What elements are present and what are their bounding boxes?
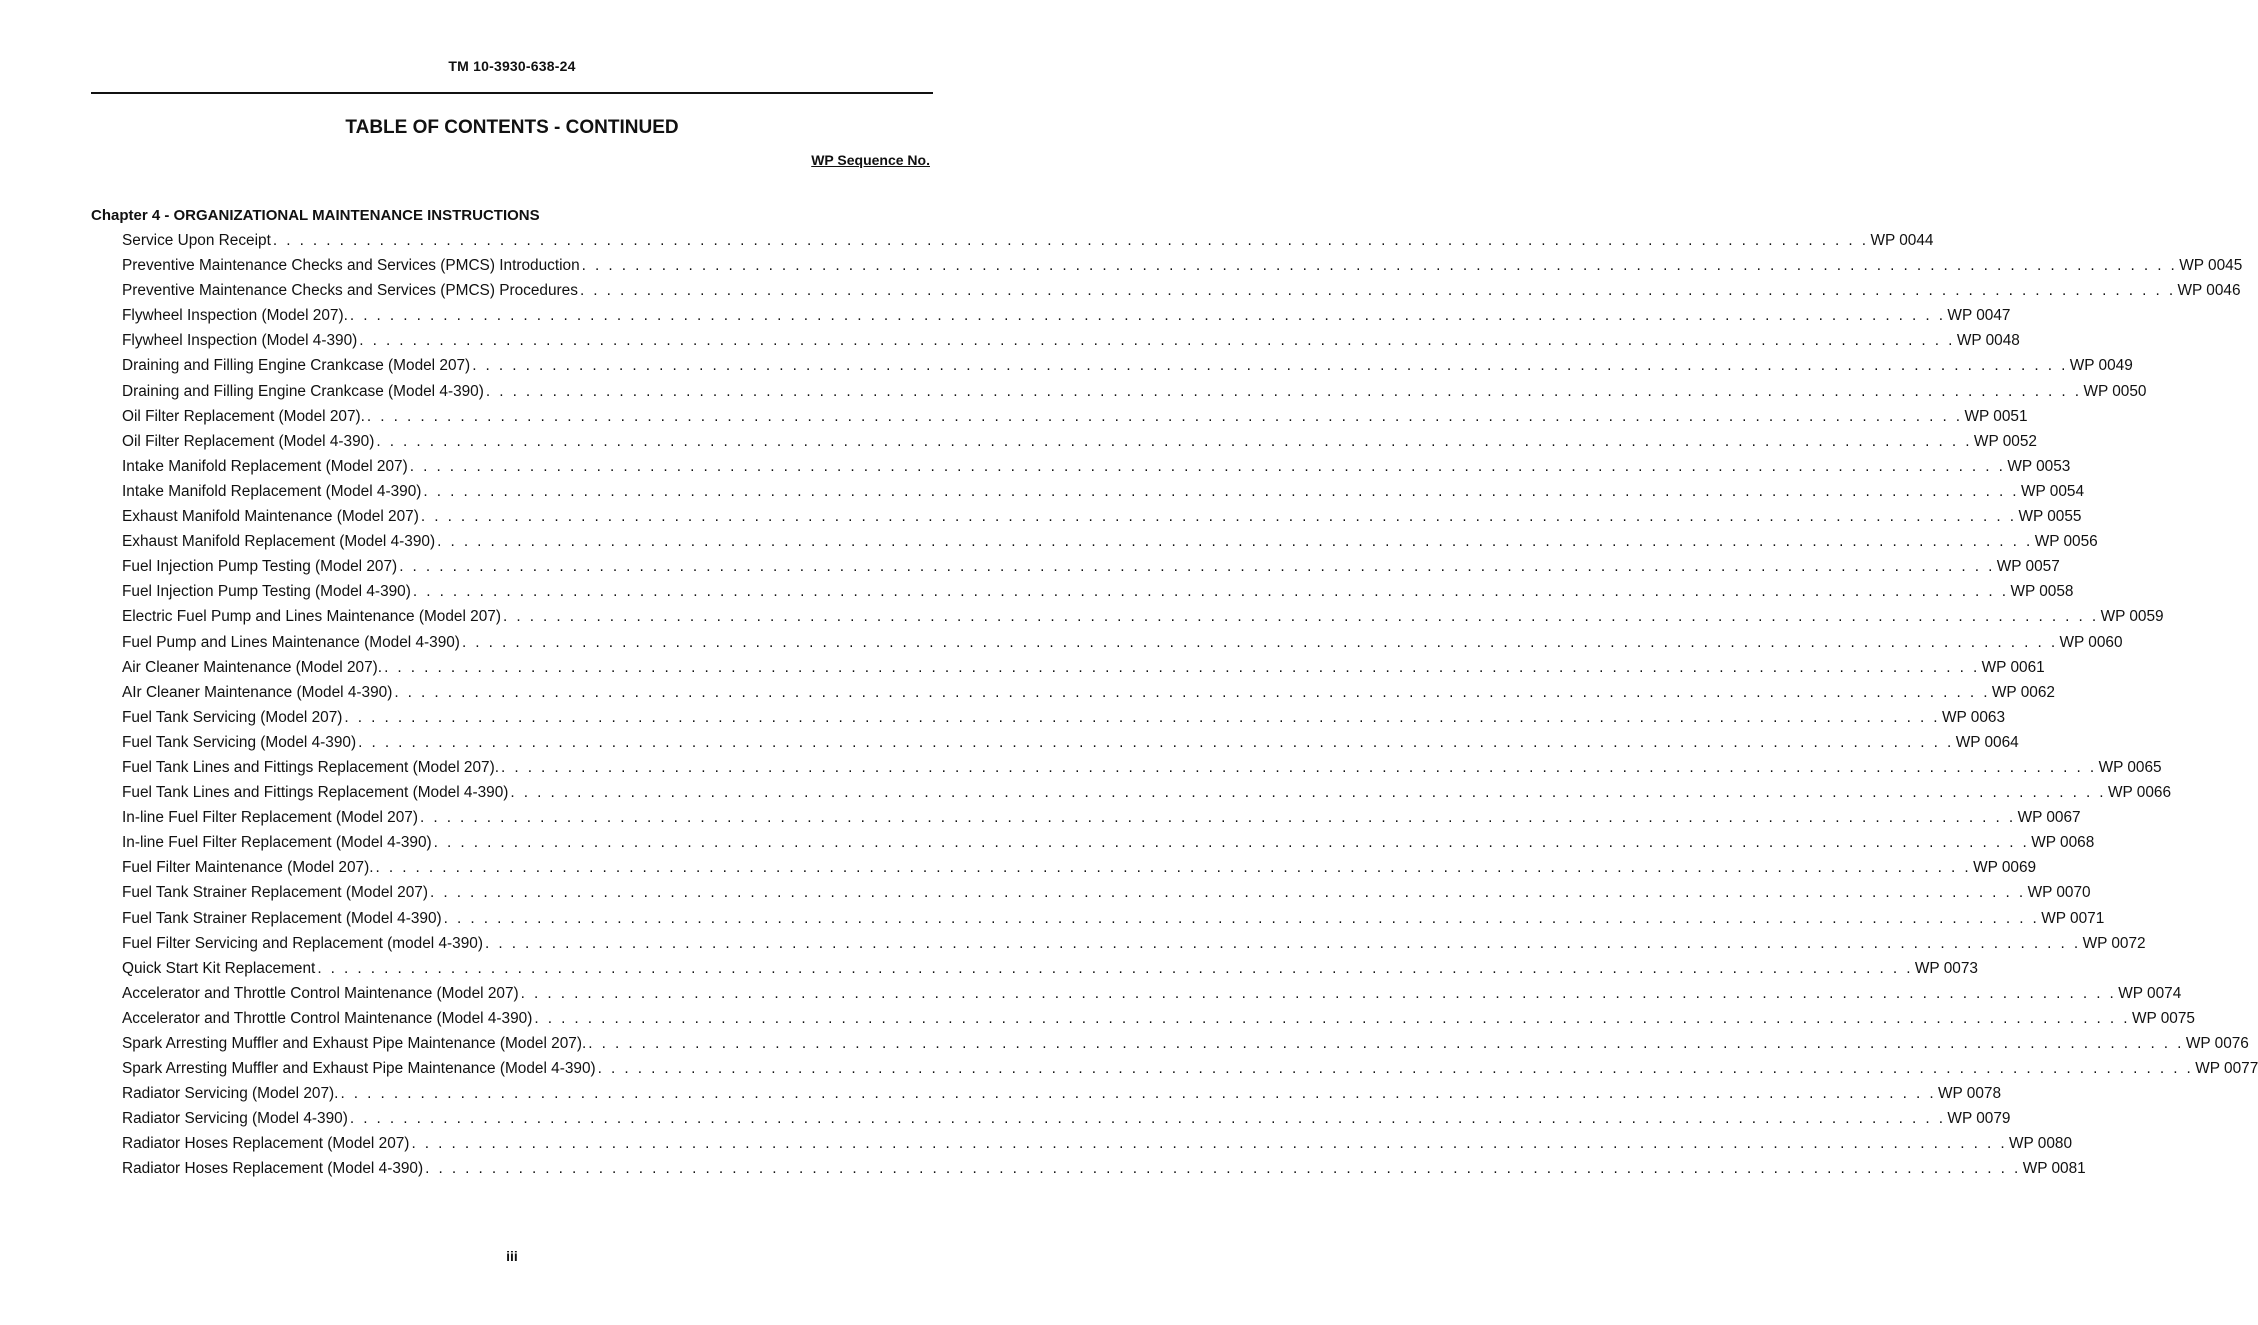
page-title: TABLE OF CONTENTS - CONTINUED xyxy=(345,117,679,138)
toc-entry-title: Flywheel Inspection (Model 207). xyxy=(122,307,348,325)
toc-entry-title: Quick Start Kit Replacement xyxy=(122,959,316,977)
toc-entry-title: Electric Fuel Pump and Lines Maintenance (Model 207) xyxy=(122,608,501,626)
toc-entry[interactable] xyxy=(122,705,2006,730)
toc-entry-wp-number: WP 0060 xyxy=(2059,633,2123,651)
toc-entry-wp-number: WP 0073 xyxy=(1914,959,1978,977)
toc-entry[interactable] xyxy=(122,404,2028,429)
toc-entry-title: Fuel Tank Servicing (Model 207) xyxy=(122,708,343,726)
toc-entry[interactable] xyxy=(122,755,2162,780)
dot-leader: . . . . . . . . . . . . . . . . . . . . . . . . . . . . . . . . . . . . . . . . . . . . . . . . . . . . . . . . . . . . . . . . . . . . . . . . . . . . . . . . . . . . . . . . . . . . . . . . . . . . . . . . . . . . . . . . . . . . . . . . xyxy=(588,1035,2184,1052)
dot-leader: . . . . . . . . . . . . . . . . . . . . . . . . . . . . . . . . . . . . . . . . . . . . . . . . . . . . . . . . . . . . . . . . . . . . . . . . . . . . . . . . . . . . . . . . . . . . . . . . . . . . . . . . . . . . . . . . . . . . . . . . xyxy=(510,784,2106,802)
dot-leader: . . . . . . . . . . . . . . . . . . . . . . . . . . . . . . . . . . . . . . . . . . . . . . . . . . . . . . . . . . . . . . . . . . . . . . . . . . . . . . . . . . . . . . . . . . . . . . . . . . . . . . . . . . . . . . . . . . . . . . . . xyxy=(534,1009,2130,1027)
toc-entry-wp-number: WP 0061 xyxy=(1981,658,2045,676)
toc-entry[interactable] xyxy=(122,353,2133,378)
toc-entry-title: Preventive Maintenance Checks and Services (PMCS) Introduction xyxy=(122,257,580,275)
dot-leader: . . . . . . . . . . . . . . . . . . . . . . . . . . . . . . . . . . . . . . . . . . . . . . . . . . . . . . . . . . . . . . . . . . . . . . . . . . . . . . . . . . . . . . . . . . . . . . . . . . . . . . . . . . . . . . . . . . . . . . . . xyxy=(420,508,2017,526)
toc-entry[interactable] xyxy=(122,805,2081,830)
dot-leader: . . . . . . . . . . . . . . . . . . . . . . . . . . . . . . . . . . . . . . . . . . . . . . . . . . . . . . . . . . . . . . . . . . . . . . . . . . . . . . . . . . . . . . . . . . . . . . . . . . . . . . . . . . . . . . . . . . . . . . . . xyxy=(340,1085,1937,1103)
toc-entry-wp-number: WP 0069 xyxy=(1973,859,2037,877)
dot-leader: . . . . . . . . . . . . . . . . . . . . . . . . . . . . . . . . . . . . . . . . . . . . . . . . . . . . . . . . . . . . . . . . . . . . . . . . . . . . . . . . . . . . . . . . . . . . . . . . . . . . . . . . . . . . . . . . . . . . . . . . xyxy=(597,1060,2194,1078)
toc-entry[interactable] xyxy=(122,931,2146,956)
toc-entry-wp-number: WP 0068 xyxy=(2031,834,2095,852)
toc-entry[interactable] xyxy=(122,630,2123,655)
toc-entry-title: Draining and Filling Engine Crankcase (Model 4-390) xyxy=(122,382,484,400)
toc-entry-wp-number: WP 0048 xyxy=(1956,332,2020,350)
toc-entry-title: Fuel Injection Pump Testing (Model 207) xyxy=(122,558,398,576)
dot-leader: . . . . . . . . . . . . . . . . . . . . . . . . . . . . . . . . . . . . . . . . . . . . . . . . . . . . . . . . . . . . . . . . . . . . . . . . . . . . . . . . . . . . . . . . . . . . . . . . . . . . . . . . . . . . . . . . . . . . . . . . xyxy=(461,633,2058,651)
dot-leader: . . . . . . . . . . . . . . . . . . . . . . . . . . . . . . . . . . . . . . . . . . . . . . . . . . . . . . . . . . . . . . . . . . . . . . . . . . . . . . . . . . . . . . . . . . . . . . . . . . . . . . . . . . . . . . . . . . . . . . . . xyxy=(501,758,2097,776)
dot-leader: . . . . . . . . . . . . . . . . . . . . . . . . . . . . . . . . . . . . . . . . . . . . . . . . . . . . . . . . . . . . . . . . . . . . . . . . . . . . . . . . . . . . . . . . . . . . . . . . . . . . . . . . . . . . . . . . . . . . . . . . xyxy=(423,482,2019,500)
toc-entry-wp-number: WP 0078 xyxy=(1938,1085,2002,1103)
toc-entry-title: Fuel Tank Strainer Replacement (Model 207) xyxy=(122,884,428,902)
toc-entry-title: Exhaust Manifold Maintenance (Model 207) xyxy=(122,508,419,526)
toc-entry-wp-number: WP 0047 xyxy=(1947,307,2011,325)
toc-entry-wp-number: WP 0053 xyxy=(2007,457,2071,475)
toc-entry-title: Spark Arresting Muffler and Exhaust Pipe Maintenance (Model 4-390) xyxy=(122,1060,596,1078)
toc-entry[interactable] xyxy=(122,479,2085,504)
toc-entry[interactable] xyxy=(122,906,2105,931)
toc-entry[interactable] xyxy=(122,554,2060,579)
toc-entry-title: Fuel Tank Strainer Replacement (Model 4-390) xyxy=(122,909,442,927)
chapter-heading: Chapter 4 - ORGANIZATIONAL MAINTENANCE INSTRUCTIONS xyxy=(91,207,540,224)
toc-entry[interactable] xyxy=(122,780,2172,805)
toc-entry-title: Fuel Filter Servicing and Replacement (model 4-390) xyxy=(122,934,483,952)
toc-entry-wp-number: WP 0055 xyxy=(2018,508,2082,526)
column-header-wp-sequence: WP Sequence No. xyxy=(811,152,930,168)
dot-leader: . . . . . . . . . . . . . . . . . . . . . . . . . . . . . . . . . . . . . . . . . . . . . . . . . . . . . . . . . . . . . . . . . . . . . . . . . . . . . . . . . . . . . . . . . . . . . . . . . . . . . . . . . . . . . . . . . . . . . . . . xyxy=(425,1160,2021,1178)
toc-entry-title: Intake Manifold Replacement (Model 4-390) xyxy=(122,482,422,500)
toc-entry-wp-number: WP 0059 xyxy=(2100,608,2164,626)
dot-leader: . . . . . . . . . . . . . . . . . . . . . . . . . . . . . . . . . . . . . . . . . . . . . . . . . . . . . . . . . . . . . . . . . . . . . . . . . . . . . . . . . . . . . . . . . . . . . . . . . . . . . . . . . . . . . . . . . . . . . . . . xyxy=(472,357,2068,375)
toc-entry-wp-number: WP 0075 xyxy=(2131,1009,2195,1027)
toc-entry-wp-number: WP 0077 xyxy=(2195,1060,2258,1078)
toc-entry-title: Draining and Filling Engine Crankcase (Model 207) xyxy=(122,357,471,375)
toc-entry-title: In-line Fuel Filter Replacement (Model 207) xyxy=(122,809,418,827)
toc-entry-wp-number: WP 0076 xyxy=(2185,1035,2249,1052)
header-divider xyxy=(91,92,933,94)
dot-leader: . . . . . . . . . . . . . . . . . . . . . . . . . . . . . . . . . . . . . . . . . . . . . . . . . . . . . . . . . . . . . . . . . . . . . . . . . . . . . . . . . . . . . . . . . . . . . . . . . . . . . . . . . . . . . . . . . . . . . . . . xyxy=(375,859,1972,877)
toc-entry-wp-number: WP 0080 xyxy=(2009,1135,2073,1153)
toc-entry-wp-number: WP 0063 xyxy=(1942,708,2006,726)
toc-entry[interactable] xyxy=(122,253,2243,278)
toc-entry-wp-number: WP 0064 xyxy=(1955,733,2019,751)
toc-entry-title: Oil Filter Replacement (Model 4-390) xyxy=(122,432,375,450)
toc-entry[interactable] xyxy=(122,1031,2249,1056)
toc-entry[interactable] xyxy=(122,830,2095,855)
toc-entry-wp-number: WP 0065 xyxy=(2098,758,2162,776)
toc-entry-title: Exhaust Manifold Replacement (Model 4-390) xyxy=(122,533,436,551)
toc-entry[interactable] xyxy=(122,1056,2258,1081)
toc-entry-wp-number: WP 0079 xyxy=(1947,1110,2011,1128)
dot-leader: . . . . . . . . . . . . . . . . . . . . . . . . . . . . . . . . . . . . . . . . . . . . . . . . . . . . . . . . . . . . . . . . . . . . . . . . . . . . . . . . . . . . . . . . . . . . . . . . . . . . . . . . . . . . . . . . . . . . . . . . xyxy=(520,984,2117,1002)
dot-leader: . . . . . . . . . . . . . . . . . . . . . . . . . . . . . . . . . . . . . . . . . . . . . . . . . . . . . . . . . . . . . . . . . . . . . . . . . . . . . . . . . . . . . . . . . . . . . . . . . . . . . . . . . . . . . . . . . . . . . . . . xyxy=(317,959,1913,977)
dot-leader: . . . . . . . . . . . . . . . . . . . . . . . . . . . . . . . . . . . . . . . . . . . . . . . . . . . . . . . . . . . . . . . . . . . . . . . . . . . . . . . . . . . . . . . . . . . . . . . . . . . . . . . . . . . . . . . . . . . . . . . . xyxy=(429,884,2026,902)
toc-entry-list xyxy=(122,228,2258,1182)
dot-leader: . . . . . . . . . . . . . . . . . . . . . . . . . . . . . . . . . . . . . . . . . . . . . . . . . . . . . . . . . . . . . . . . . . . . . . . . . . . . . . . . . . . . . . . . . . . . . . . . . . . . . . . . . . . . . . . . . . . . . . . . xyxy=(366,407,1963,425)
toc-entry-wp-number: WP 0081 xyxy=(2022,1160,2086,1178)
toc-entry-title: Service Upon Receipt xyxy=(122,232,271,249)
page-number: iii xyxy=(506,1248,518,1264)
toc-entry-title: Radiator Servicing (Model 4-390) xyxy=(122,1110,348,1128)
toc-entry-title: Radiator Hoses Replacement (Model 4-390) xyxy=(122,1160,424,1178)
toc-entry-wp-number: WP 0050 xyxy=(2083,382,2147,400)
toc-entry[interactable] xyxy=(122,278,2241,303)
dot-leader: . . . . . . . . . . . . . . . . . . . . . . . . . . . . . . . . . . . . . . . . . . . . . . . . . . . . . . . . . . . . . . . . . . . . . . . . . . . . . . . . . . . . . . . . . . . . . . . . . . . . . . . . . . . . . . . . . . . . . . . . xyxy=(384,658,1980,676)
toc-entry-title: Intake Manifold Replacement (Model 207) xyxy=(122,457,408,475)
toc-entry[interactable] xyxy=(122,303,2011,328)
toc-entry-title: Fuel Filter Maintenance (Model 207). xyxy=(122,859,374,877)
toc-entry-wp-number: WP 0054 xyxy=(2021,482,2085,500)
toc-entry-title: Accelerator and Throttle Control Maintenance (Model 207) xyxy=(122,984,519,1002)
toc-entry-wp-number: WP 0045 xyxy=(2179,257,2243,275)
toc-entry[interactable] xyxy=(122,655,2045,680)
dot-leader: . . . . . . . . . . . . . . . . . . . . . . . . . . . . . . . . . . . . . . . . . . . . . . . . . . . . . . . . . . . . . . . . . . . . . . . . . . . . . . . . . . . . . . . . . . . . . . . . . . . . . . . . . . . . . . . . . . . . . . . . xyxy=(485,934,2081,952)
dot-leader: . . . . . . . . . . . . . . . . . . . . . . . . . . . . . . . . . . . . . . . . . . . . . . . . . . . . . . . . . . . . . . . . . . . . . . . . . . . . . . . . . . . . . . . . . . . . . . . . . . . . . . . . . . . . . . . . . . . . . . . . xyxy=(581,257,2178,275)
toc-entry-title: Preventive Maintenance Checks and Services (PMCS) Procedures xyxy=(122,282,578,300)
toc-entry[interactable] xyxy=(122,579,2074,604)
toc-entry-wp-number: WP 0057 xyxy=(1996,558,2060,576)
toc-entry-title: Fuel Tank Lines and Fittings Replacement (Model 207). xyxy=(122,758,499,776)
toc-entry-wp-number: WP 0056 xyxy=(2034,533,2098,551)
toc-entry[interactable] xyxy=(122,604,2164,629)
dot-leader: . . . . . . . . . . . . . . . . . . . . . . . . . . . . . . . . . . . . . . . . . . . . . . . . . . . . . . . . . . . . . . . . . . . . . . . . . . . . . . . . . . . . . . . . . . . . . . . . . . . . . . . . . . . . . . . . . . . . . . . . xyxy=(409,457,2006,475)
dot-leader: . . . . . . . . . . . . . . . . . . . . . . . . . . . . . . . . . . . . . . . . . . . . . . . . . . . . . . . . . . . . . . . . . . . . . . . . . . . . . . . . . . . . . . . . . . . . . . . . . . . . . . . . . . . . . . . . . . . . . . . . xyxy=(443,909,2040,927)
dot-leader: . . . . . . . . . . . . . . . . . . . . . . . . . . . . . . . . . . . . . . . . . . . . . . . . . . . . . . . . . . . . . . . . . . . . . . . . . . . . . . . . . . . . . . . . . . . . . . . . . . . . . . . . . . . . . . . . . . . . . . . . xyxy=(394,683,1990,701)
dot-leader: . . . . . . . . . . . . . . . . . . . . . . . . . . . . . . . . . . . . . . . . . . . . . . . . . . . . . . . . . . . . . . . . . . . . . . . . . . . . . . . . . . . . . . . . . . . . . . . . . . . . . . . . . . . . . . . . . . . . . . . . xyxy=(272,232,1869,249)
dot-leader: . . . . . . . . . . . . . . . . . . . . . . . . . . . . . . . . . . . . . . . . . . . . . . . . . . . . . . . . . . . . . . . . . . . . . . . . . . . . . . . . . . . . . . . . . . . . . . . . . . . . . . . . . . . . . . . . . . . . . . . . xyxy=(376,432,1972,450)
toc-entry-title: Fuel Tank Servicing (Model 4-390) xyxy=(122,733,357,751)
toc-entry[interactable] xyxy=(122,379,2147,404)
toc-entry-title: Spark Arresting Muffler and Exhaust Pipe Maintenance (Model 207). xyxy=(122,1035,587,1052)
toc-entry[interactable] xyxy=(122,429,2037,454)
toc-entry-wp-number: WP 0072 xyxy=(2082,934,2146,952)
dot-leader: . . . . . . . . . . . . . . . . . . . . . . . . . . . . . . . . . . . . . . . . . . . . . . . . . . . . . . . . . . . . . . . . . . . . . . . . . . . . . . . . . . . . . . . . . . . . . . . . . . . . . . . . . . . . . . . . . . . . . . . . xyxy=(485,382,2082,400)
toc-entry[interactable] xyxy=(122,504,2082,529)
toc-entry-wp-number: WP 0051 xyxy=(1964,407,2028,425)
toc-entry[interactable] xyxy=(122,855,2037,880)
toc-entry[interactable] xyxy=(122,680,2055,705)
toc-entry-wp-number: WP 0067 xyxy=(2017,809,2081,827)
toc-entry-wp-number: WP 0044 xyxy=(1870,232,1934,249)
toc-entry[interactable] xyxy=(122,1081,2002,1106)
toc-entry-title: Flywheel Inspection (Model 4-390) xyxy=(122,332,358,350)
toc-entry[interactable] xyxy=(122,454,2071,479)
toc-entry-wp-number: WP 0062 xyxy=(1991,683,2055,701)
dot-leader: . . . . . . . . . . . . . . . . . . . . . . . . . . . . . . . . . . . . . . . . . . . . . . . . . . . . . . . . . . . . . . . . . . . . . . . . . . . . . . . . . . . . . . . . . . . . . . . . . . . . . . . . . . . . . . . . . . . . . . . . xyxy=(349,1110,1946,1128)
dot-leader: . . . . . . . . . . . . . . . . . . . . . . . . . . . . . . . . . . . . . . . . . . . . . . . . . . . . . . . . . . . . . . . . . . . . . . . . . . . . . . . . . . . . . . . . . . . . . . . . . . . . . . . . . . . . . . . . . . . . . . . . xyxy=(419,809,2016,827)
dot-leader: . . . . . . . . . . . . . . . . . . . . . . . . . . . . . . . . . . . . . . . . . . . . . . . . . . . . . . . . . . . . . . . . . . . . . . . . . . . . . . . . . . . . . . . . . . . . . . . . . . . . . . . . . . . . . . . . . . . . . . . . xyxy=(433,834,2030,852)
toc-entry-title: Radiator Hoses Replacement (Model 207) xyxy=(122,1135,410,1153)
dot-leader: . . . . . . . . . . . . . . . . . . . . . . . . . . . . . . . . . . . . . . . . . . . . . . . . . . . . . . . . . . . . . . . . . . . . . . . . . . . . . . . . . . . . . . . . . . . . . . . . . . . . . . . . . . . . . . . . . . . . . . . . xyxy=(359,332,1955,350)
toc-entry-wp-number: WP 0049 xyxy=(2069,357,2133,375)
toc-entry-title: Fuel Injection Pump Testing (Model 4-390) xyxy=(122,583,411,601)
toc-entry-wp-number: WP 0066 xyxy=(2107,784,2172,802)
dot-leader: . . . . . . . . . . . . . . . . . . . . . . . . . . . . . . . . . . . . . . . . . . . . . . . . . . . . . . . . . . . . . . . . . . . . . . . . . . . . . . . . . . . . . . . . . . . . . . . . . . . . . . . . . . . . . . . . . . . . . . . . xyxy=(399,558,1995,576)
dot-leader: . . . . . . . . . . . . . . . . . . . . . . . . . . . . . . . . . . . . . . . . . . . . . . . . . . . . . . . . . . . . . . . . . . . . . . . . . . . . . . . . . . . . . . . . . . . . . . . . . . . . . . . . . . . . . . . . . . . . . . . . xyxy=(358,733,1954,751)
toc-entry-wp-number: WP 0074 xyxy=(2118,984,2182,1002)
toc-entry-title: Accelerator and Throttle Control Maintenance (Model 4-390) xyxy=(122,1009,533,1027)
dot-leader: . . . . . . . . . . . . . . . . . . . . . . . . . . . . . . . . . . . . . . . . . . . . . . . . . . . . . . . . . . . . . . . . . . . . . . . . . . . . . . . . . . . . . . . . . . . . . . . . . . . . . . . . . . . . . . . . . . . . . . . . xyxy=(349,307,1946,325)
dot-leader: . . . . . . . . . . . . . . . . . . . . . . . . . . . . . . . . . . . . . . . . . . . . . . . . . . . . . . . . . . . . . . . . . . . . . . . . . . . . . . . . . . . . . . . . . . . . . . . . . . . . . . . . . . . . . . . . . . . . . . . . xyxy=(411,1135,2008,1153)
toc-entry-title: Radiator Servicing (Model 207). xyxy=(122,1085,339,1103)
toc-entry[interactable] xyxy=(122,1131,2073,1156)
dot-leader: . . . . . . . . . . . . . . . . . . . . . . . . . . . . . . . . . . . . . . . . . . . . . . . . . . . . . . . . . . . . . . . . . . . . . . . . . . . . . . . . . . . . . . . . . . . . . . . . . . . . . . . . . . . . . . . . . . . . . . . . xyxy=(502,608,2099,626)
dot-leader: . . . . . . . . . . . . . . . . . . . . . . . . . . . . . . . . . . . . . . . . . . . . . . . . . . . . . . . . . . . . . . . . . . . . . . . . . . . . . . . . . . . . . . . . . . . . . . . . . . . . . . . . . . . . . . . . . . . . . . . . xyxy=(579,282,2176,300)
toc-entry-title: AIr Cleaner Maintenance (Model 4-390) xyxy=(122,683,393,701)
toc-entry-wp-number: WP 0046 xyxy=(2177,282,2241,300)
toc-entry-title: Fuel Pump and Lines Maintenance (Model 4-390) xyxy=(122,633,460,651)
toc-entry[interactable] xyxy=(122,956,1978,981)
toc-entry[interactable] xyxy=(122,328,2020,353)
dot-leader: . . . . . . . . . . . . . . . . . . . . . . . . . . . . . . . . . . . . . . . . . . . . . . . . . . . . . . . . . . . . . . . . . . . . . . . . . . . . . . . . . . . . . . . . . . . . . . . . . . . . . . . . . . . . . . . . . . . . . . . . xyxy=(412,583,2009,601)
toc-entry[interactable] xyxy=(122,529,2098,554)
toc-entry-title: Oil Filter Replacement (Model 207). xyxy=(122,407,365,425)
toc-entry[interactable] xyxy=(122,1156,2086,1181)
toc-entry[interactable] xyxy=(122,1006,2195,1031)
toc-entry-wp-number: WP 0071 xyxy=(2041,909,2105,927)
toc-entry[interactable] xyxy=(122,880,2091,905)
toc-entry-wp-number: WP 0058 xyxy=(2010,583,2074,601)
toc-entry[interactable] xyxy=(122,730,2019,755)
dot-leader: . . . . . . . . . . . . . . . . . . . . . . . . . . . . . . . . . . . . . . . . . . . . . . . . . . . . . . . . . . . . . . . . . . . . . . . . . . . . . . . . . . . . . . . . . . . . . . . . . . . . . . . . . . . . . . . . . . . . . . . . xyxy=(344,708,1940,726)
document-id: TM 10-3930-638-24 xyxy=(448,58,576,74)
toc-entry[interactable] xyxy=(122,228,1934,253)
toc-entry-wp-number: WP 0052 xyxy=(1973,432,2037,450)
toc-entry[interactable] xyxy=(122,1106,2011,1131)
toc-entry-wp-number: WP 0070 xyxy=(2027,884,2091,902)
dot-leader: . . . . . . . . . . . . . . . . . . . . . . . . . . . . . . . . . . . . . . . . . . . . . . . . . . . . . . . . . . . . . . . . . . . . . . . . . . . . . . . . . . . . . . . . . . . . . . . . . . . . . . . . . . . . . . . . . . . . . . . . xyxy=(437,533,2033,551)
toc-entry-title: Fuel Tank Lines and Fittings Replacement (Model 4-390) xyxy=(122,784,509,802)
toc-entry[interactable] xyxy=(122,981,2182,1006)
toc-entry-title: Air Cleaner Maintenance (Model 207). xyxy=(122,658,383,676)
toc-entry-title: In-line Fuel Filter Replacement (Model 4-390) xyxy=(122,834,432,852)
